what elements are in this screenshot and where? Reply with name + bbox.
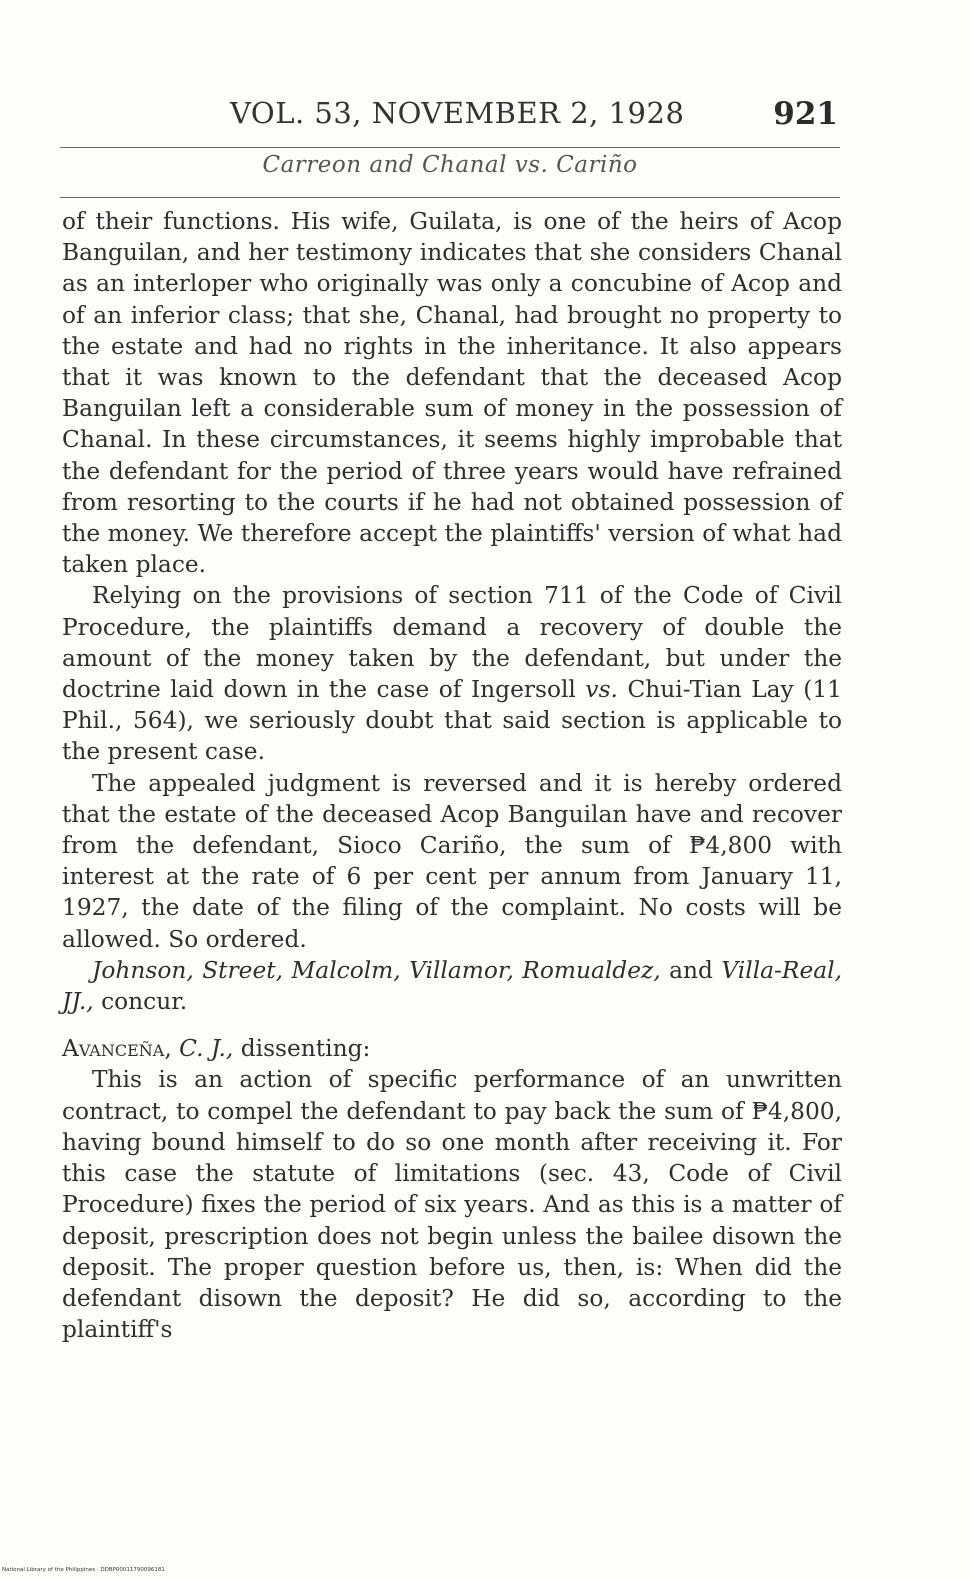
dissent-heading: [62, 1033, 842, 1064]
case-title: Carreon and Chanal vs. Cariño: [262, 152, 638, 178]
versus-abbrev: vs.: [585, 676, 618, 704]
running-head: VOL. 53, NOVEMBER 2, 1928: [230, 96, 685, 130]
dissent-title: C. J.,: [179, 1035, 234, 1063]
concurring-justices: Johnson, Street, Malcolm, Villamor, Romualdez,: [92, 956, 661, 984]
dissent-label: dissenting:: [233, 1035, 371, 1063]
page-number: 921: [773, 96, 838, 132]
paragraph-dissent: This is an action of specific performance of an unwritten contract, to compel the defendant to pay back the sum of ₱4,800, having bound himself to do so one month after receiving it. For this case the statute of limitations (sec. 43, Code of Civil Procedure) fixes the period of six years. And as this is a matter of deposit, prescription does not begin unless the bailee disown the deposit. The proper question before us, then, is: When did the defendant disown the deposit? He did so, according to the plaintiff's: [62, 1066, 842, 1344]
library-footer-note: National Library of the Philippines · DDBP00011790096181: [2, 1567, 165, 1573]
header-rule-top: [60, 147, 840, 148]
paragraph-text: Relying on the provisions of section 711 of the Code of Civil Procedure, the plaintiffs demand a recovery of double the amount of the money taken by the defendant, but under the doctrine laid down in the case of Ingersoll: [62, 582, 842, 704]
paragraph-continuation: of their functions. His wife, Guilata, is one of the heirs of Acop Banguilan, and her testimony indicates that she considers Chanal as an interloper who originally was only a concubine of Acop and of an inferior class; that she, Chanal, had brought no property to the estate and had no rights in the inheritance. It also appears that it was known to the defendant that the deceased Acop Banguilan left a considerable sum of money in the possession of Chanal. In these circumstances, it seems highly improbable that the defendant for the period of three years would have refrained from resorting to the courts if he had not obtained possession of the money. We therefore accept the plaintiffs' version of what had taken place.: [62, 208, 842, 579]
paragraph-section-711: [62, 580, 842, 767]
concur-and: and: [660, 956, 722, 984]
concurring-justices-2: Villa-Real, JJ.,: [62, 956, 842, 1016]
page-header: [60, 96, 840, 138]
header-rule-bottom: [60, 197, 840, 198]
concur-tail: concur.: [93, 988, 188, 1016]
paragraph-judgment: The appealed judgment is reversed and it is hereby ordered that the estate of the deceased Acop Banguilan have and recover from the defendant, Sioco Cariño, the sum of ₱4,800 with interest at the rate of 6 per cent per annum from January 11, 1927, the date of the filing of the complaint. No costs will be allowed. So ordered.: [62, 769, 842, 953]
concurrence-line: [62, 955, 842, 1017]
body-text: [62, 206, 842, 1345]
paragraph-text: Chui-Tian Lay (11 Phil., 564), we seriously doubt that said section is applicable to the present case.: [62, 676, 842, 766]
dissent-author: Avanceña,: [62, 1035, 172, 1063]
